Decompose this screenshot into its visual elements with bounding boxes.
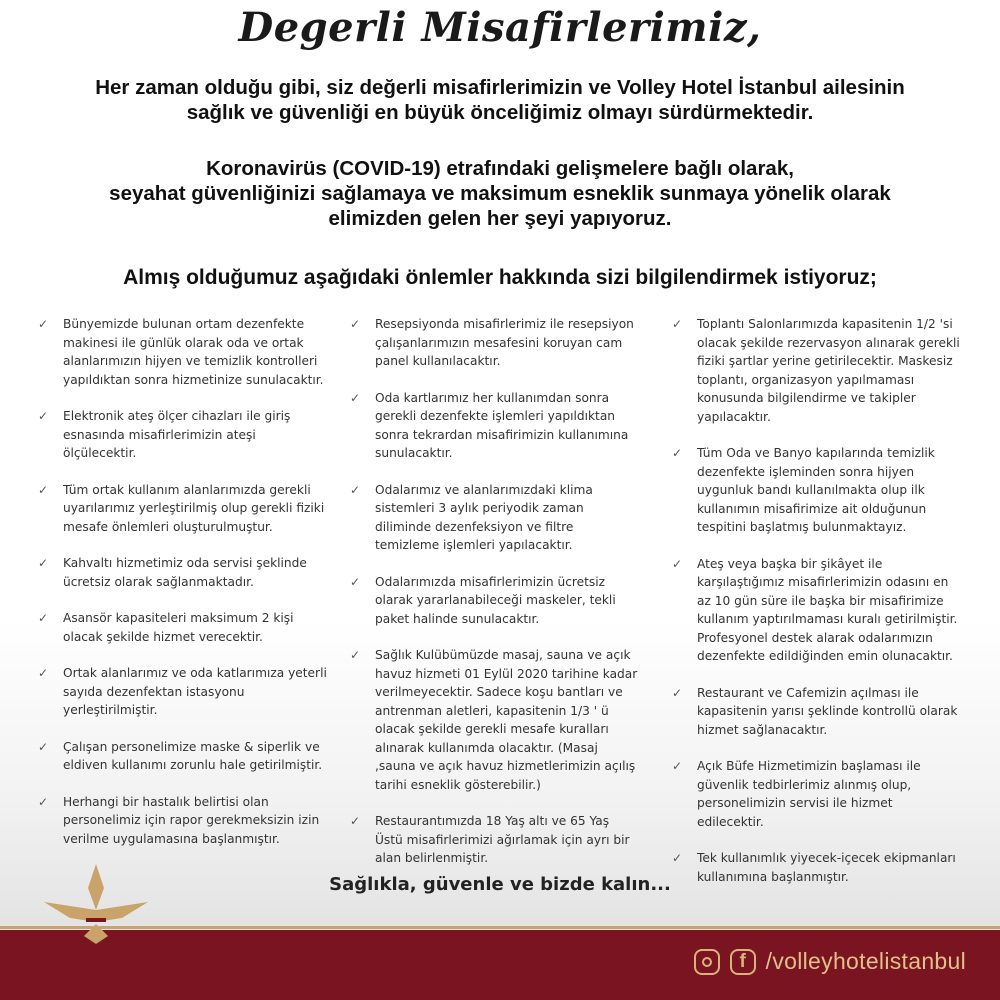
measure-text: Restaurantımızda 18 Yaş altı ve 65 Yaş Üstü misafirlerimizi ağırlamak için ayrı bir alan belirlenmiştir.: [375, 814, 630, 865]
check-icon: ✓: [38, 739, 49, 754]
measure-text: Oda kartlarımız her kullanımdan sonra gerekli dezenfekte işlemleri yapıldıktan sonra tekrardan misafirimizin kullanımına sunulacaktır.: [375, 390, 629, 460]
measure-text: Tüm Oda ve Banyo kapılarında temizlik dezenfekte işleminden sonra hijyen uygunluk bandı kullanılmakta olup ilk kullanımın misafirimize ait olduğunun tespitini başlatmış bulunmaktayız.: [697, 446, 935, 534]
measure-text: Sağlık Kulübümüzde masaj, sauna ve açık havuz hizmeti 01 Eylül 2020 tarihine kadar verilmeyecektir. Sadece koşu bantları ve antrenman aletleri, kapasitenin 1/3 ' ü olacak şekilde gerekli mesafe kuralları alınarak kullanımda olacaktır. (Masaj ,sauna ve açık havuz hizmetlerimizin açılış tarihi esneklik gösterebilir.): [375, 648, 638, 792]
measure-item: [38, 738, 328, 775]
measure-item: [672, 555, 962, 666]
check-icon: ✓: [38, 794, 49, 809]
measure-text: Elektronik ateş ölçer cihazları ile giriş esnasında misafirlerimizin ateşi ölçülecektir.: [63, 409, 291, 460]
intro-line: elimizden gelen her şeyi yapıyoruz.: [328, 207, 672, 230]
check-icon: ✓: [38, 611, 49, 625]
check-icon: ✓: [672, 851, 683, 865]
social-links: [694, 948, 966, 975]
greeting-title: Degerli Misafirlerimiz,: [238, 4, 762, 51]
intro-paragraph-2: [20, 156, 980, 231]
check-icon: ✓: [38, 409, 49, 423]
measure-text: Çalışan personelimize maske & siperlik ve eldiven kullanımı zorunlu hale getirilmiştir.: [63, 739, 323, 772]
check-icon: ✓: [38, 666, 49, 680]
measure-item: [38, 554, 328, 591]
intro-line: Her zaman olduğu gibi, siz değerli misafirlerimizin ve Volley Hotel İstanbul ailesinin: [95, 76, 905, 99]
check-icon: ✓: [38, 317, 49, 331]
measure-item: [350, 812, 640, 868]
measure-item: [38, 481, 328, 537]
intro-line: Koronavirüs (COVID-19) etrafındaki gelişmelere bağlı olarak,: [206, 157, 794, 180]
check-icon: ✓: [672, 446, 683, 460]
measure-item: [350, 646, 640, 794]
measure-item: [672, 684, 962, 740]
measure-item: [38, 793, 328, 849]
check-icon: ✓: [672, 685, 683, 700]
intro-paragraph-3: [20, 265, 980, 290]
check-icon: ✓: [350, 390, 361, 405]
measures-column-2: [350, 315, 640, 886]
check-icon: ✓: [672, 759, 683, 773]
measure-text: Tek kullanımlık yiyecek-içecek ekipmanları kullanımına başlanmıştır.: [697, 851, 956, 884]
measure-text: Restaurant ve Cafemizin açılması ile kapasitenin yarısı şeklinde kontrollü olarak hizmet sağlanacaktır.: [697, 685, 958, 737]
measure-text: Odalarımızda misafirlerimizin ücretsiz olarak yararlanabileceği maskeler, tekli paket halinde sunulacaktır.: [375, 574, 616, 626]
intro-line: sağlık ve güvenliği en büyük önceliğimiz olmayı sürdürmektedir.: [186, 101, 814, 124]
measure-text: Açık Büfe Hizmetimizin başlaması ile güvenlik tedbirlerimiz alınmış olup, personelimizin servisi ile hizmet edilecektir.: [697, 759, 921, 829]
intro-paragraph-1: [20, 75, 980, 125]
measure-text: Bünyemizde bulunan ortam dezenfekte makinesi ile günlük olarak oda ve ortak alanlarımızın hijyen ve temizlik kontrolleri yapıldıktan sonra hizmetinize sunulacaktır.: [63, 317, 324, 387]
measures-column-1: [38, 315, 328, 866]
measure-item: [38, 315, 328, 389]
measure-item: [672, 757, 962, 831]
check-icon: ✓: [350, 648, 361, 662]
check-icon: ✓: [38, 556, 49, 570]
check-icon: ✓: [38, 482, 49, 497]
measure-item: [350, 481, 640, 555]
measure-text: Kahvaltı hizmetimiz oda servisi şeklinde ücretsiz olarak sağlanmaktadır.: [63, 556, 307, 589]
check-icon: ✓: [350, 317, 361, 331]
measure-text: Tüm ortak kullanım alanlarımızda gerekli uyarılarımız yerleştirilmiş olup gerekli fiziki mesafe önlemleri oluşturulmuştur.: [63, 482, 325, 534]
measure-text: Herhangi bir hastalık belirtisi olan personelimiz için rapor gerekmeksizin izin verilme uygulamasına başlanmıştır.: [63, 794, 320, 846]
facebook-icon[interactable]: f: [730, 949, 756, 975]
measure-text: Odalarımız ve alanlarımızdaki klima sistemleri 3 aylık periyodik zaman diliminde dezenfeksiyon ve filtre temizleme işlemleri yapılacaktır.: [375, 482, 593, 552]
measure-text: Ortak alanlarımız ve oda katlarımıza yeterli sayıda dezenfektan istasyonu yerleştirilmiştir.: [63, 666, 327, 717]
measure-text: Resepsiyonda misafirlerimiz ile resepsiyon çalışanlarımızın mesafesini koruyan cam panel kullanılacaktır.: [375, 317, 634, 368]
measure-text: Asansör kapasiteleri maksimum 2 kişi olacak şekilde hizmet verecektir.: [63, 611, 294, 644]
intro-line: seyahat güvenliğinizi sağlamaya ve maksimum esneklik sunmaya yönelik olarak: [109, 182, 891, 205]
measure-item: [350, 573, 640, 629]
intro-line: Almış olduğumuz aşağıdaki önlemler hakkında sizi bilgilendirmek istiyoruz;: [123, 266, 877, 289]
measure-item: [350, 389, 640, 463]
check-icon: ✓: [672, 556, 683, 571]
measure-item: [672, 315, 962, 426]
measure-item: [38, 609, 328, 646]
measure-item: [38, 407, 328, 463]
measure-item: [672, 444, 962, 537]
check-icon: ✓: [350, 482, 361, 497]
check-icon: ✓: [350, 574, 361, 589]
measure-text: Ateş veya başka bir şikâyet ile karşılaştığımız misafirlerimizin odasını en az 10 gün süre ile başka bir misafirimize kullanım yaptırılmaması kuralı getirilmiştir. Profesyonel destek alarak odalarımızın dezenfekte edildiğinden emin olunacaktır.: [697, 556, 958, 663]
social-handle[interactable]: /volleyhotelistanbul: [765, 948, 966, 974]
measure-text: Toplantı Salonlarımızda kapasitenin 1/2 'si olacak şekilde rezervasyon alınarak gerekli fiziki şartlar yerine getirilecektir. Maskesiz toplantı, organizasyon yapılmaması konusunda bilgilendirme ve takipler yapılacaktır.: [697, 317, 960, 424]
measure-item: [38, 664, 328, 720]
instagram-icon[interactable]: [694, 949, 720, 975]
slogan: Sağlıkla, güvenle ve bizde kalın...: [329, 874, 671, 895]
measure-item: [350, 315, 640, 371]
hotel-logo-icon: [36, 858, 156, 948]
check-icon: ✓: [350, 814, 361, 828]
check-icon: ✓: [672, 317, 683, 331]
measures-column-3: [672, 315, 962, 904]
